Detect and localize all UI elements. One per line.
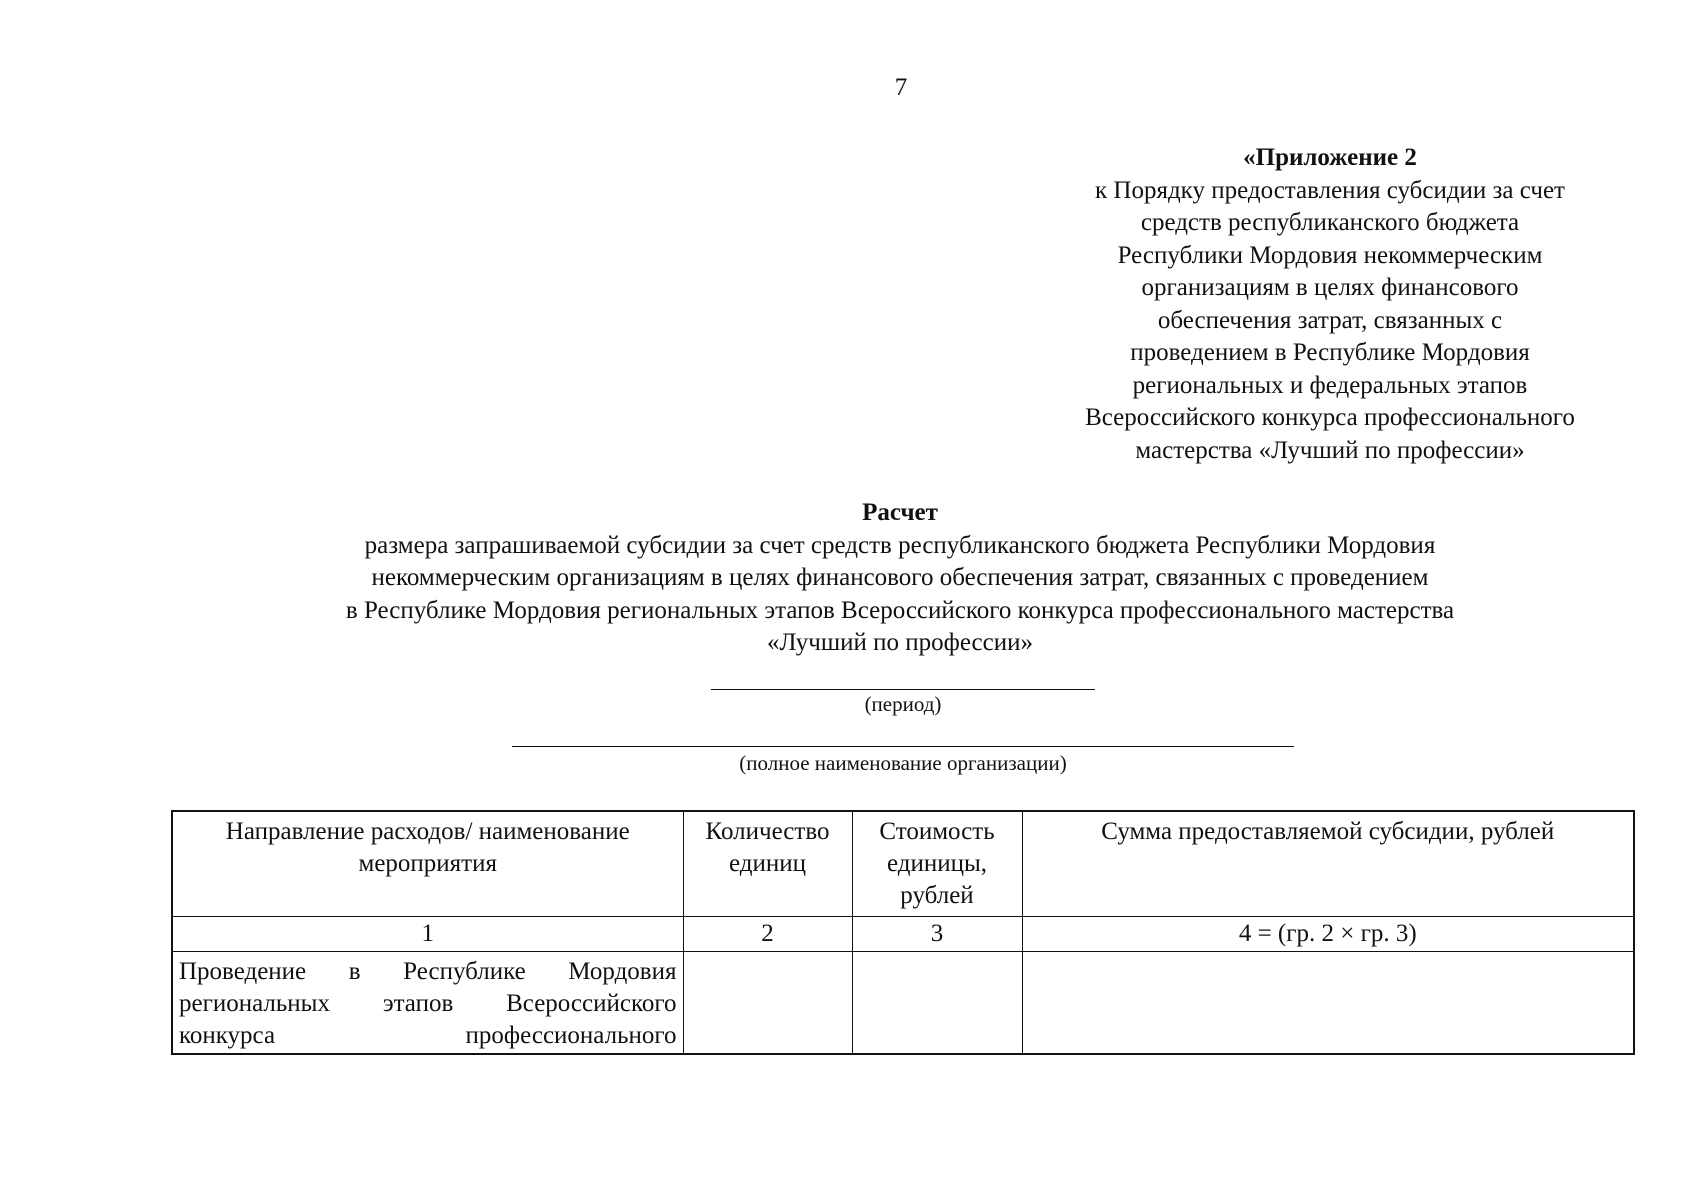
- calculation-title: Расчет: [862, 499, 938, 526]
- column-number: 3: [852, 917, 1022, 952]
- annex-title: «Приложение 2: [1243, 144, 1417, 171]
- calculation-line: «Лучший по профессии»: [766, 629, 1034, 656]
- annex-header: [1050, 142, 1610, 467]
- organization-caption: (полное наименование организации): [739, 751, 1067, 775]
- header-quantity: Количество единиц: [683, 811, 852, 917]
- event-cell: Проведение в Республике Мордовия региональных этапов Всероссийского конкурса профессионального: [172, 952, 683, 1055]
- calculation-line: некоммерческим организациям в целях финансового обеспечения затрат, связанных с проведением: [371, 564, 1429, 591]
- sum-cell: [1022, 952, 1634, 1055]
- subsidy-table: [171, 810, 1635, 1055]
- annex-line: региональных и федеральных этапов: [1132, 371, 1528, 399]
- column-number: 1: [172, 917, 683, 952]
- annex-line: Всероссийского конкурса профессионального: [1085, 404, 1575, 431]
- page-number: 7: [894, 74, 908, 101]
- period-caption: (период): [864, 692, 942, 716]
- header-direction: Направление расходов/ наименование мероприятия: [172, 811, 683, 917]
- column-number: 2: [683, 917, 852, 952]
- annex-line: проведением в Республике Мордовия: [1130, 339, 1530, 366]
- annex-line: мастерства «Лучший по профессии»: [1135, 436, 1525, 464]
- table-header-row: [172, 811, 1634, 917]
- column-number: 4 = (гр. 2 × гр. 3): [1022, 917, 1634, 952]
- organization-line: [512, 746, 1294, 747]
- calculation-heading: [230, 497, 1570, 660]
- header-sum: Сумма предоставляемой субсидии, рублей: [1022, 811, 1634, 917]
- annex-line: средств республиканского бюджета: [1140, 209, 1520, 236]
- quantity-cell: [683, 952, 852, 1055]
- period-line: [711, 689, 1095, 690]
- annex-line: Республики Мордовия некоммерческим: [1117, 241, 1543, 269]
- unit-cost-cell: [852, 952, 1022, 1055]
- column-number-row: [172, 917, 1634, 952]
- annex-line: к Порядку предоставления субсидии за счет: [1095, 176, 1565, 204]
- calculation-line: в Республике Мордовия региональных этапов Всероссийского конкурса профессионального мастерства: [345, 596, 1455, 624]
- annex-line: обеспечения затрат, связанных с: [1157, 306, 1503, 334]
- table-row: [172, 952, 1634, 1055]
- calculation-line: размера запрашиваемой субсидии за счет средств республиканского бюджета Республики Мордовия: [364, 531, 1436, 559]
- annex-line: организациям в целях финансового: [1141, 274, 1519, 301]
- header-unit-cost: Стоимость единицы, рублей: [852, 811, 1022, 917]
